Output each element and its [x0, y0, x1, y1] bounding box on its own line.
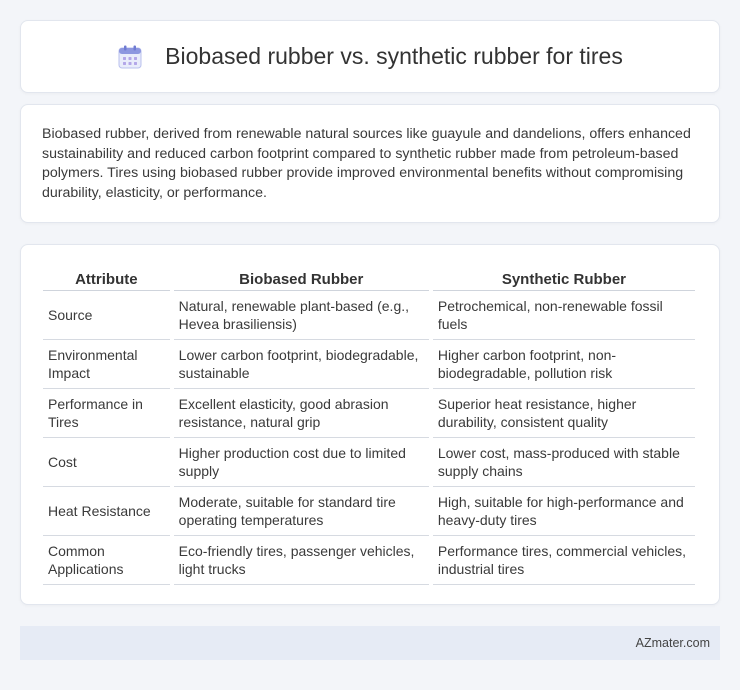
row-biobased: Lower carbon footprint, biodegradable, sustainable: [174, 340, 429, 389]
header-synthetic: Synthetic Rubber: [433, 266, 695, 291]
row-synthetic: Petrochemical, non-renewable fossil fuels: [433, 291, 695, 340]
table-row: [43, 438, 695, 487]
comparison-table: [39, 266, 699, 585]
table-header-row: [43, 266, 695, 291]
table-card: [20, 244, 720, 605]
header-biobased: Biobased Rubber: [174, 266, 429, 291]
table-row: [43, 536, 695, 585]
table-row: [43, 389, 695, 438]
row-biobased: Natural, renewable plant-based (e.g., Hevea brasiliensis): [174, 291, 429, 340]
row-biobased: Moderate, suitable for standard tire operating temperatures: [174, 487, 429, 536]
title-card: [20, 20, 720, 93]
row-biobased: Excellent elasticity, good abrasion resistance, natural grip: [174, 389, 429, 438]
row-attribute: Source: [43, 291, 170, 340]
row-attribute: Performance in Tires: [43, 389, 170, 438]
intro-card: [20, 104, 720, 223]
table-row: [43, 291, 695, 340]
row-synthetic: High, suitable for high-performance and heavy-duty tires: [433, 487, 695, 536]
row-attribute: Cost: [43, 438, 170, 487]
row-biobased: Eco-friendly tires, passenger vehicles, light trucks: [174, 536, 429, 585]
row-attribute: Environmental Impact: [43, 340, 170, 389]
row-attribute: Common Applications: [43, 536, 170, 585]
table-row: [43, 340, 695, 389]
row-synthetic: Superior heat resistance, higher durability, consistent quality: [433, 389, 695, 438]
footer: [20, 626, 720, 660]
page-title: Biobased rubber vs. synthetic rubber for tires: [165, 43, 623, 69]
header-attribute: Attribute: [43, 266, 170, 291]
row-synthetic: Performance tires, commercial vehicles, industrial tires: [433, 536, 695, 585]
intro-paragraph: Biobased rubber, derived from renewable natural sources like guayule and dandelions, offers enhanced sustainability and reduced carbon footprint compared to synthetic rubber made from petroleum-based polymers. Tires using biobased rubber provide improved environmental benefits without compromising durability, elasticity, or performance.: [42, 126, 691, 201]
calendar-icon: [117, 44, 143, 70]
row-biobased: Higher production cost due to limited supply: [174, 438, 429, 487]
footer-brand: AZmater.com: [635, 636, 710, 650]
row-synthetic: Higher carbon footprint, non-biodegradable, pollution risk: [433, 340, 695, 389]
table-row: [43, 487, 695, 536]
row-attribute: Heat Resistance: [43, 487, 170, 536]
row-synthetic: Lower cost, mass-produced with stable supply chains: [433, 438, 695, 487]
